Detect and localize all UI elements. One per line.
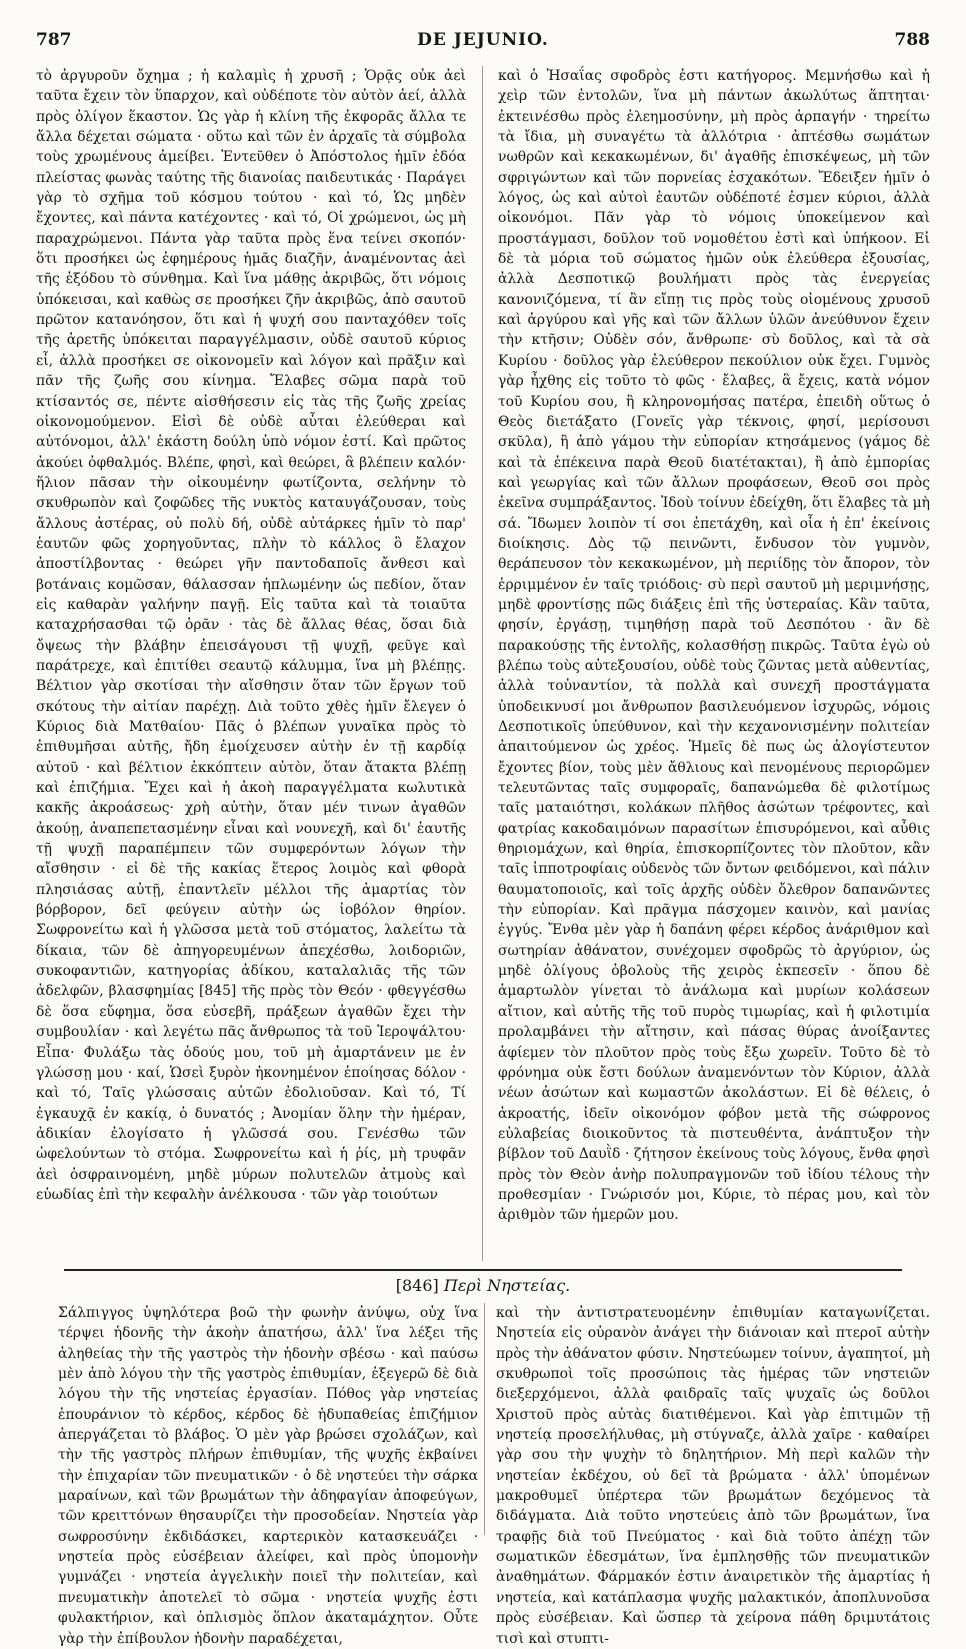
lower-right-column: [496, 1303, 930, 1647]
section-heading: [0, 1276, 966, 1296]
paragraph: τὸ ἀργυροῦν ὄχημα ; ἡ καλαμὶς ἡ χρυσῆ ; Ὁρᾷς οὐκ ἀεὶ ταῦτα ἔχειν τὸν ὕπαρχον, καὶ οὐδέποτε τὸν αὐτὸν ἀεί, ἀλλὰ πρὸς ὀλίγον ἕκαστον. Ὡς γὰρ ἡ κλίνη τῆς ἐκφορᾶς ἄλλα τε ἄλλα δέχεται σώματα · οὕτω καὶ τῶν ἐν ἀρχαῖς τὰ σύμβολα τοὺς χρωμένους ἀμείβει. Ἐντεῦθεν ὁ Ἀπόστολος ἡμῖν ἐδόα πλείστας φωνὰς ταύτης τῆς διανοίας παιδευτικάς · Παράγει γὰρ τὸ σχῆμα τοῦ κόσμου τούτου · καὶ τό, Ὡς μηδὲν ἔχοντες, καὶ πάντα κατέχοντες · καὶ τό, Οἱ χρώμενοι, ὡς μὴ παραχρώμενοι. Πάντα γὰρ ταῦτα πρὸς ἕνα τείνει σκοπόν· ὅτι προσήκει ὡς ἐφημέρους ἡμᾶς διαζῆν, ἀναμένοντας ἀεὶ τῆς ἐξόδου τὸ σύνθημα. Καὶ ἵνα μάθῃς ἀκριβῶς, ὅτι νόμοις ὑπόκεισαι, καὶ καθὼς σε προσήκει ζῆν ἀκριβῶς, ἀπὸ σαυτοῦ πρῶτον κατανόησον, ὅτι καὶ ἡ ψυχή σου πανταχόθεν τοῖς τῆς ἀρετῆς ὑπόκειται παραγγέλμασιν, οὐδὲ σαυτοῦ κύριος εἶ, ἀλλὰ προσήκει σε οἰκονομεῖν καὶ λόγον καὶ πρᾶξιν καὶ πᾶν τῆς ζωῆς σου κίνημα. Ἔλαβες σῶμα παρὰ τοῦ κτίσαντός σε, πέντε αἰσθήσεσιν εἰς τὰς τῆς ζωῆς χρείας οἰκονομούμενον. Εἰσὶ δὲ οὐδὲ αὗται ἐλεύθεραι καὶ αὐτόνομοι, ἀλλ' ἑκάστη δούλη ὑπὸ νόμον ἐστί. Καὶ πρῶτος ἀκούει ὀφθαλμός. Βλέπε, φησὶ, καὶ θεώρει, ἃ βλέπειν καλόν· ἥλιον πᾶσαν τὴν οἰκουμένην φωτίζοντα, σελήνην τὸ σκυθρωπὸν καὶ ζοφῶδες τῆς νυκτὸς καταυγάζουσαν, τοὺς ἄλλους ἀστέρας, οὐ πολὺ δή, οὐδὲ αὐτάρκες ἡμῖν τὸ παρ' ἑαυτῶν φῶς χορηγοῦντας, πλὴν τὸ κάλλος ὃ ἔλαχον ἀποστίλβοντας · θεώρει γῆν παντοδαποῖς ἄνθεσι καὶ βοτάναις κομῶσαν, θάλασσαν ἡπλωμένην ὡς πεδίον, ὅταν εἰς καθαρὰν γαλήνην παγῇ. Εἰς ταῦτα καὶ τὰ τοιαῦτα καταχρήσασθαι τῷ ὁρᾶν · τὰς δὲ ἄλλας θέας, ὅσαι διὰ ὄψεως τὴν βλάβην ἐπεισάγουσι τῇ ψυχῇ, φεῦγε καὶ παράτρεχε, καὶ ἐπιτίθει σεαυτῷ κάλυμμα, ἵνα μὴ βλέπῃς. Βέλτιον γὰρ σκοτίσαι τὴν αἴσθησιν ὅταν τῶν ἔργων τοῦ σκότους τὴν αἰτίαν παρέχῃ. Διὰ τοῦτο χθὲς ἡμῖν ἔλεγεν ὁ Κύριος διὰ Ματθαίου· Πᾶς ὁ βλέπων γυναῖκα πρὸς τὸ ἐπιθυμῆσαι αὐτῆς, ἤδη ἐμοίχευσεν αὐτὴν ἐν τῇ καρδίᾳ αὐτοῦ · καὶ βέλτιον ἐκκόπτειν αὐτὸν, ὅταν ἄτακτα βλέπῃ καὶ ἐπιζήμια. Ἔχει καὶ ἡ ἀκοὴ παραγγέλματα κωλυτικὰ κακῆς ἀκροάσεως· χρὴ αὐτὴν, ὅταν μέν τινων ἀγαθῶν ἀκούῃ, ἀναπεπετασμένην εἶναι καὶ νουνεχῆ, καὶ δι' ἑαυτῆς τῇ ψυχῇ παραπέμπειν τῶν συμφερόντων λόγων τὴν αἴσθησιν · εἰ δὲ τῆς κακίας ἕτερος λοιμὸς καὶ φθορὰ πλησιάσας αὐτῇ, ἐπαντλεῖν μέλλοι τῆς ἁμαρτίας τὸν βόρβορον, δεῖ φεύγειν αὐτὴν ὡς ἰοβόλον θηρίον. Σωφρονείτω καὶ ἡ γλῶσσα μετὰ τοῦ στόματος, λαλείτω τὰ δίκαια, τῶν δὲ ἀπηγορευμένων ἀπεχέσθω, λοιδοριῶν, συκοφαντιῶν, κατηγορίας ἀδίκου, καταλαλιᾶς τῆς τῶν ἀδελφῶν, βλασφημίας [845] τῆς πρὸς τὸν Θεόν · φθεγγέσθω δὲ ὅσα εὔφημα, ὅσα εὐσεβῆ, πράξεων ἀγαθῶν ἔχει τὴν συμβουλίαν · καὶ λεγέτω πᾶς ἄνθρωπος τὰ τοῦ Ἱεροψάλτου· Εἶπα· Φυλάξω τὰς ὁδούς μου, τοῦ μὴ ἁμαρτάνειν με ἐν γλώσσῃ μου · καί, Ὡσεὶ ξυρὸν ἠκονημένον ἐποίησας δόλον · καὶ τό, Ταῖς γλώσσαις αὐτῶν ἐδολιοῦσαν. Καὶ τό, Τί ἐγκαυχᾷ ἐν κακίᾳ, ὁ δυνατός ; Ἀνομίαν ὅλην τὴν ἡμέραν, ἀδικίαν ἐλογίσατο ἡ γλῶσσά σου. Γενέσθω τῶν ὠφελούντων τὸ στόμα. Σωφρονείτω καὶ ἡ ῥίς, μὴ τρυφᾶν ἀεὶ ὀσφραινομένη, μηδὲ μύρων πολυτελῶν ἀτμοὺς καὶ εὐωδίας ἐπὶ τὴν κεφαλὴν ἀνέλκουσα · τῶν γὰρ τοιούτων: [36, 68, 466, 1203]
section-page-marker: [846]: [395, 1276, 439, 1295]
left-column: [36, 66, 466, 1261]
paragraph: καὶ ὁ Ἠσαΐας σφοδρὸς ἐστι κατήγορος. Μεμνήσθω καὶ ἡ χεὶρ τῶν ἐντολῶν, ἵνα μὴ πάντων ἀκωλύτως ἅπτηται· ἐκτεινέσθω πρὸς ἐλεημοσύνην, μὴ πρὸς ἁρπαγήν · τηρείτω τὰ ἴδια, μὴ συναγέτω τὰ ἀλλότρια · ἀπτέσθω σωμάτων νωθρῶν καὶ κεκακωμένων, δι' ἀγαθῆς ἐπισκέψεως, μὴ τῶν σφριγώντων καὶ τῶν πορνείας ἐσχακότων. Ἔδειξεν ἡμῖν ὁ λόγος, ὡς καὶ αὐτοὶ ἑαυτῶν οὐδέποτέ ἐσμεν κύριοι, ἀλλὰ οἰκονόμοι. Πᾶν γὰρ τὸ νόμοις ὑποκείμενον καὶ προστάγμασι, δοῦλον τοῦ νομοθέτου ἐστὶ καὶ ὑπήκοον. Εἰ δὲ τὰ μόρια τοῦ σώματος ἡμῶν οὐκ ἐλεύθερα ἐξουσίας, ἀλλὰ Δεσποτικῷ βουλήματι πρὸς τὰς ἐνεργείας κανονιζόμενα, τί ἂν εἴπῃ τις πρὸς τοὺς οἰομένους χρυσοῦ καὶ ἀργύρου καὶ γῆς καὶ τῶν ἄλλων ὑλῶν ἀνεύθυνον ἔχειν τὴν κτῆσιν; Οὐδὲν σόν, ἄνθρωπε· σὺ δοῦλος, καὶ τὰ σὰ Κυρίου · δοῦλος γὰρ ἐλεύθερον πεκούλιον οὐκ ἔχει. Γυμνὸς γὰρ ἦχθης εἰς τοῦτο τὸ φῶς · ἔλαβες, ἃ ἔχεις, κατὰ νόμον τοῦ Κυρίου σου, ἢ κληρονομήσας πατέρα, ἐπειδὴ οὕτως ὁ Θεὸς διετάξατο (Γονεῖς γὰρ τέκνοις, φησί, μερίσουσι σκῦλα), ἢ ἀπὸ γάμου τὴν εὐπορίαν κτησάμενος (γάμος δὲ καὶ τὰ ἐπέκεινα παρὰ Θεοῦ διατέτακται), ἢ ἀπὸ ἐμπορίας καὶ γεωργίας καὶ τῶν ἄλλων προφάσεων, Θεοῦ σοι πρὸς ἐκεῖνα συμπράξαντος. Ἰδοὺ τοίνυν ἐδείχθη, ὅτι ἔλαβες τὰ μὴ σά. Ἴδωμεν λοιπὸν τί σοι ἐπετάχθη, καὶ οἷα ἡ ἐπ' ἐκείνοις διοίκησις. Δὸς τῷ πεινῶντι, ἔνδυσον τὸν γυμνὸν, θεράπευσον τὸν κεκακωμένον, μὴ περιίδῃς τὸν ἄπορον, τὸν ἐρριμμένον ἐν ταῖς τριόδοις· σὺ περὶ σαυτοῦ μὴ μεριμνήσῃς, μηδὲ φροντίσῃς πῶς διάξεις ἐπὶ τῆς ὑστεραίας. Κἂν ταῦτα, φησίν, ἐργάσῃ, τιμηθήσῃ παρὰ τοῦ Δεσπότου · ἂν δὲ παρακούσῃς τῆς ἐντολῆς, κολασθήσῃ πικρῶς. Ταῦτα ἐγὼ οὐ βλέπω τοὺς αὐτεξουσίου, οὐδὲ τοὺς ζῶντας μετὰ αὐθεντίας, ἀλλὰ τοὐναντίον, τὰ πολλὰ καὶ συνεχῆ προστάγματα ὑποδεικνυσί μοι ἄνθρωπον βασιλευόμενον ἰσχυρῶς, νόμοις Δεσποτικοῖς ὑπεύθυνον, καὶ τὴν κεχανονισμένην πολιτείαν ἀπαιτούμενον ὡς χρέος. Ἡμεῖς δὲ πως ὡς ἀλογίστευτον ἔχοντες βίον, τοὺς μὲν ἄθλιους καὶ πενομένους περιορῶμεν τελευτῶντας ταῖς συμφοραῖς, δαπανώμεθα δὲ φιλοτίμως ταῖς ματαιότησι, κολάκων πλῆθος ἀσώτων τρέφοντες, καὶ φατρίας κακοδαιμόνων παρασίτων ἐπισυρόμενοι, καὶ αὖθις θηριομάχων, καὶ θηρία, ἐπισκορπίζοντες τὸν πλοῦτον, κἂν ταῖς ἱπποτροφίαις οὐδενὸς τῶν ὄντων φειδόμενοι, καὶ πάλιν θαυματοποιοῖς, καὶ τοῖς ἀρχῆς οὐδὲν ὄλεθρον δαπανῶντες τὴν εὐπορίαν. Καὶ πρᾶγμα πάσχομεν καινὸν, καὶ μανίας ἐγγύς. Ἔνθα μὲν γὰρ ἡ δαπάνη φέρει κέρδος ἀνάριθμον καὶ σωτηρίαν ἀθάνατον, συνέχομεν σφοδρῶς τὸ ἀργύριον, ὡς μηδὲ ὀλίγους ὀβολοὺς τῆς χειρὸς ἐκπεσεῖν · ὅπου δὲ ἁμαρτωλὸν γίνεται τὸ ἀνάλωμα καὶ μυρίων κολάσεων αἴτιον, καὶ αὐτῆς τῆς τοῦ πυρὸς τιμωρίας, καὶ ἡ φιλοτιμία προλαμβάνει τὴν αἴτησιν, καὶ πάσας θύρας ἀνοίξαντες ἀφίεμεν τὸν πλοῦτον πρὸς τοὺς ἔξω χωρεῖν. Τοῦτο δὲ τὸ φρόνημα οὐκ ἔστι δούλων ἀναμενόντων τὸν Κύριον, ἀλλὰ νέων ἀσώτων καὶ κωμαστῶν ἀκολάστων. Εἰ δὲ θέλεις, ὁ ἀκροατής, ἰδεῖν οἰκονόμον φόβον μετὰ τῆς σώφρονος εὐλαβείας διοικοῦντος τὰ πιστευθέντα, ἀνάπτυξον τὴν βίβλον τοῦ Δαυῒδ · ζήτησον ἐκείνους τοὺς λόγους, ἔνθα φησὶ πρὸς τὸν Θεὸν ἀνὴρ πολυπραγμονῶν τοῦ ἰδίου τέλους τὴν προθεσμίαν · Γνώρισόν μοι, Κύριε, τὸ πέρας μου, καὶ τὸν ἀριθμὸν τῶν ἡμερῶν μου.: [498, 68, 930, 1224]
lower-left-column: [58, 1303, 478, 1647]
section-title: Περὶ Νηστείας.: [443, 1276, 571, 1295]
page-number-right: 788: [894, 30, 930, 50]
right-column: [498, 66, 930, 1261]
paragraph: καὶ τὴν ἀντιστρατευομένην ἐπιθυμίαν καταγωνίζεται. Νηστεία εἰς οὐρανὸν ἀνάγει τὴν διάνοιαν καὶ πτεροῖ αὐτὴν πρὸς τὴν ἀθάνατον φύσιν. Νηστεύωμεν τοίνυν, ἀγαπητοί, μὴ σκυθρωποὶ τοῖς προσώποις τὰς ἡμέρας τῶν νηστειῶν διεξερχόμενοι, ἀλλὰ φαιδραῖς ταῖς ψυχαῖς ὡς δοῦλοι Χριστοῦ πρὸς αὐτὰς διατιθέμενοι. Καὶ γὰρ ἐπιτιμῶν τῇ νηστείᾳ προσελήλυθας, μὴ στύγναζε, ἀλλὰ χαῖρε · καθαίρει γὰρ σου τὴν ψυχὴν τὸ δηλητήριον. Μὴ περὶ καλῶν τὴν νηστείαν ἐκδέχου, οὐ δεῖ τὰ βρώματα · ἀλλ' ὑπομένων μακροθυμεῖ ὑπέρτερα τῶν βρωμάτων δεχόμενος τὰ διδάγματα. Διὰ τοῦτο νηστεύεις ἀπὸ τῶν βρωμάτων, ἵνα τραφῇς διὰ τοῦ Πνεύματος · καὶ διὰ τοῦτο ἀπέχῃ τῶν σωματικῶν ἐδεσμάτων, ἵνα ἐμπλησθῇς τῶν πνευματικῶν ἀναθημάτων. Φάρμακόν ἐστιν ἀναιρετικὸν τῆς ἁμαρτίας ἡ νηστεία, καὶ κατάπλασμα ψυχῆς μαλακτικόν, ἀποπλυνοῦσα πρὸς εὐσέβειαν. Καὶ ὥσπερ τὰ χείρονα πάθη δριμυτάτοις τισὶ καὶ στυπτι-: [496, 1305, 930, 1647]
paragraph: Σάλπιγγος ὑψηλότερα βοῶ τὴν φωνὴν ἀνύψω, οὐχ ἵνα τέρψει ἡδονῆς τὴν ἀκοὴν ἀπατήσω, ἀλλ' ἵνα λέξει τῆς ἀληθείας τὴν τῆς γαστρὸς τὴν ἡδονὴν σβέσω · καὶ παύσω μὲν ἀπὸ λόγου τὴν τῆς γαστρὸς ἐπιθυμίαν, ἐξεγερῶ δὲ διὰ λόγου τὴν τῆς νηστείας ἐργασίαν. Πόθος γὰρ νηστείας ἐπουράνιον τὸ κέρδος, κέρδος δὲ ἡδυπαθείας ἐπιζήμιον ἀπεργάζεται τὸ βλάβος. Ὁ μὲν γὰρ βρώσει σχολάζων, καὶ τὴν τῆς γαστρὸς πλήρων ἐπιθυμίαν, τῆς ψυχῆς ἐκβαίνει τὴν ἐπιχαρίαν τῶν πνευματικῶν · ὁ δὲ νηστεύει τὴν σάρκα μαραίνων, καὶ τῶν βρωμάτων τὴν ἀδηφαγίαν ἀποφεύγων, τῶν κρειττόνων θησαυρίζει τὴν προσοδείαν. Νηστεία γὰρ σωφροσύνην ἐκδιδάσκει, καρτερικὸν κατασκευάζει · νηστεία πρὸς εὐσέβειαν ἀλείφει, καὶ πρὸς ὑπομονὴν γυμνάζει · νηστεία ἀγγελικὴν ποιεῖ τὴν πολιτείαν, καὶ πνευματικὴν ἀποτελεῖ τὸ σῶμα · νηστεία ψυχῆς ἐστι φυλακτήριον, καὶ ὁπλισμὸς ὅπλον ἀκαταμάχητον. Οὗτε γὰρ τὴν ἐπίβουλον ἡδονὴν παραδέχεται,: [58, 1305, 478, 1647]
running-title: DE JEJUNIO.: [417, 30, 549, 50]
section-rule: [64, 1269, 902, 1271]
lower-column-divider: [484, 1303, 485, 1535]
page-number-left: 787: [36, 30, 72, 50]
page-header: [36, 30, 930, 54]
column-divider: [482, 66, 483, 1261]
